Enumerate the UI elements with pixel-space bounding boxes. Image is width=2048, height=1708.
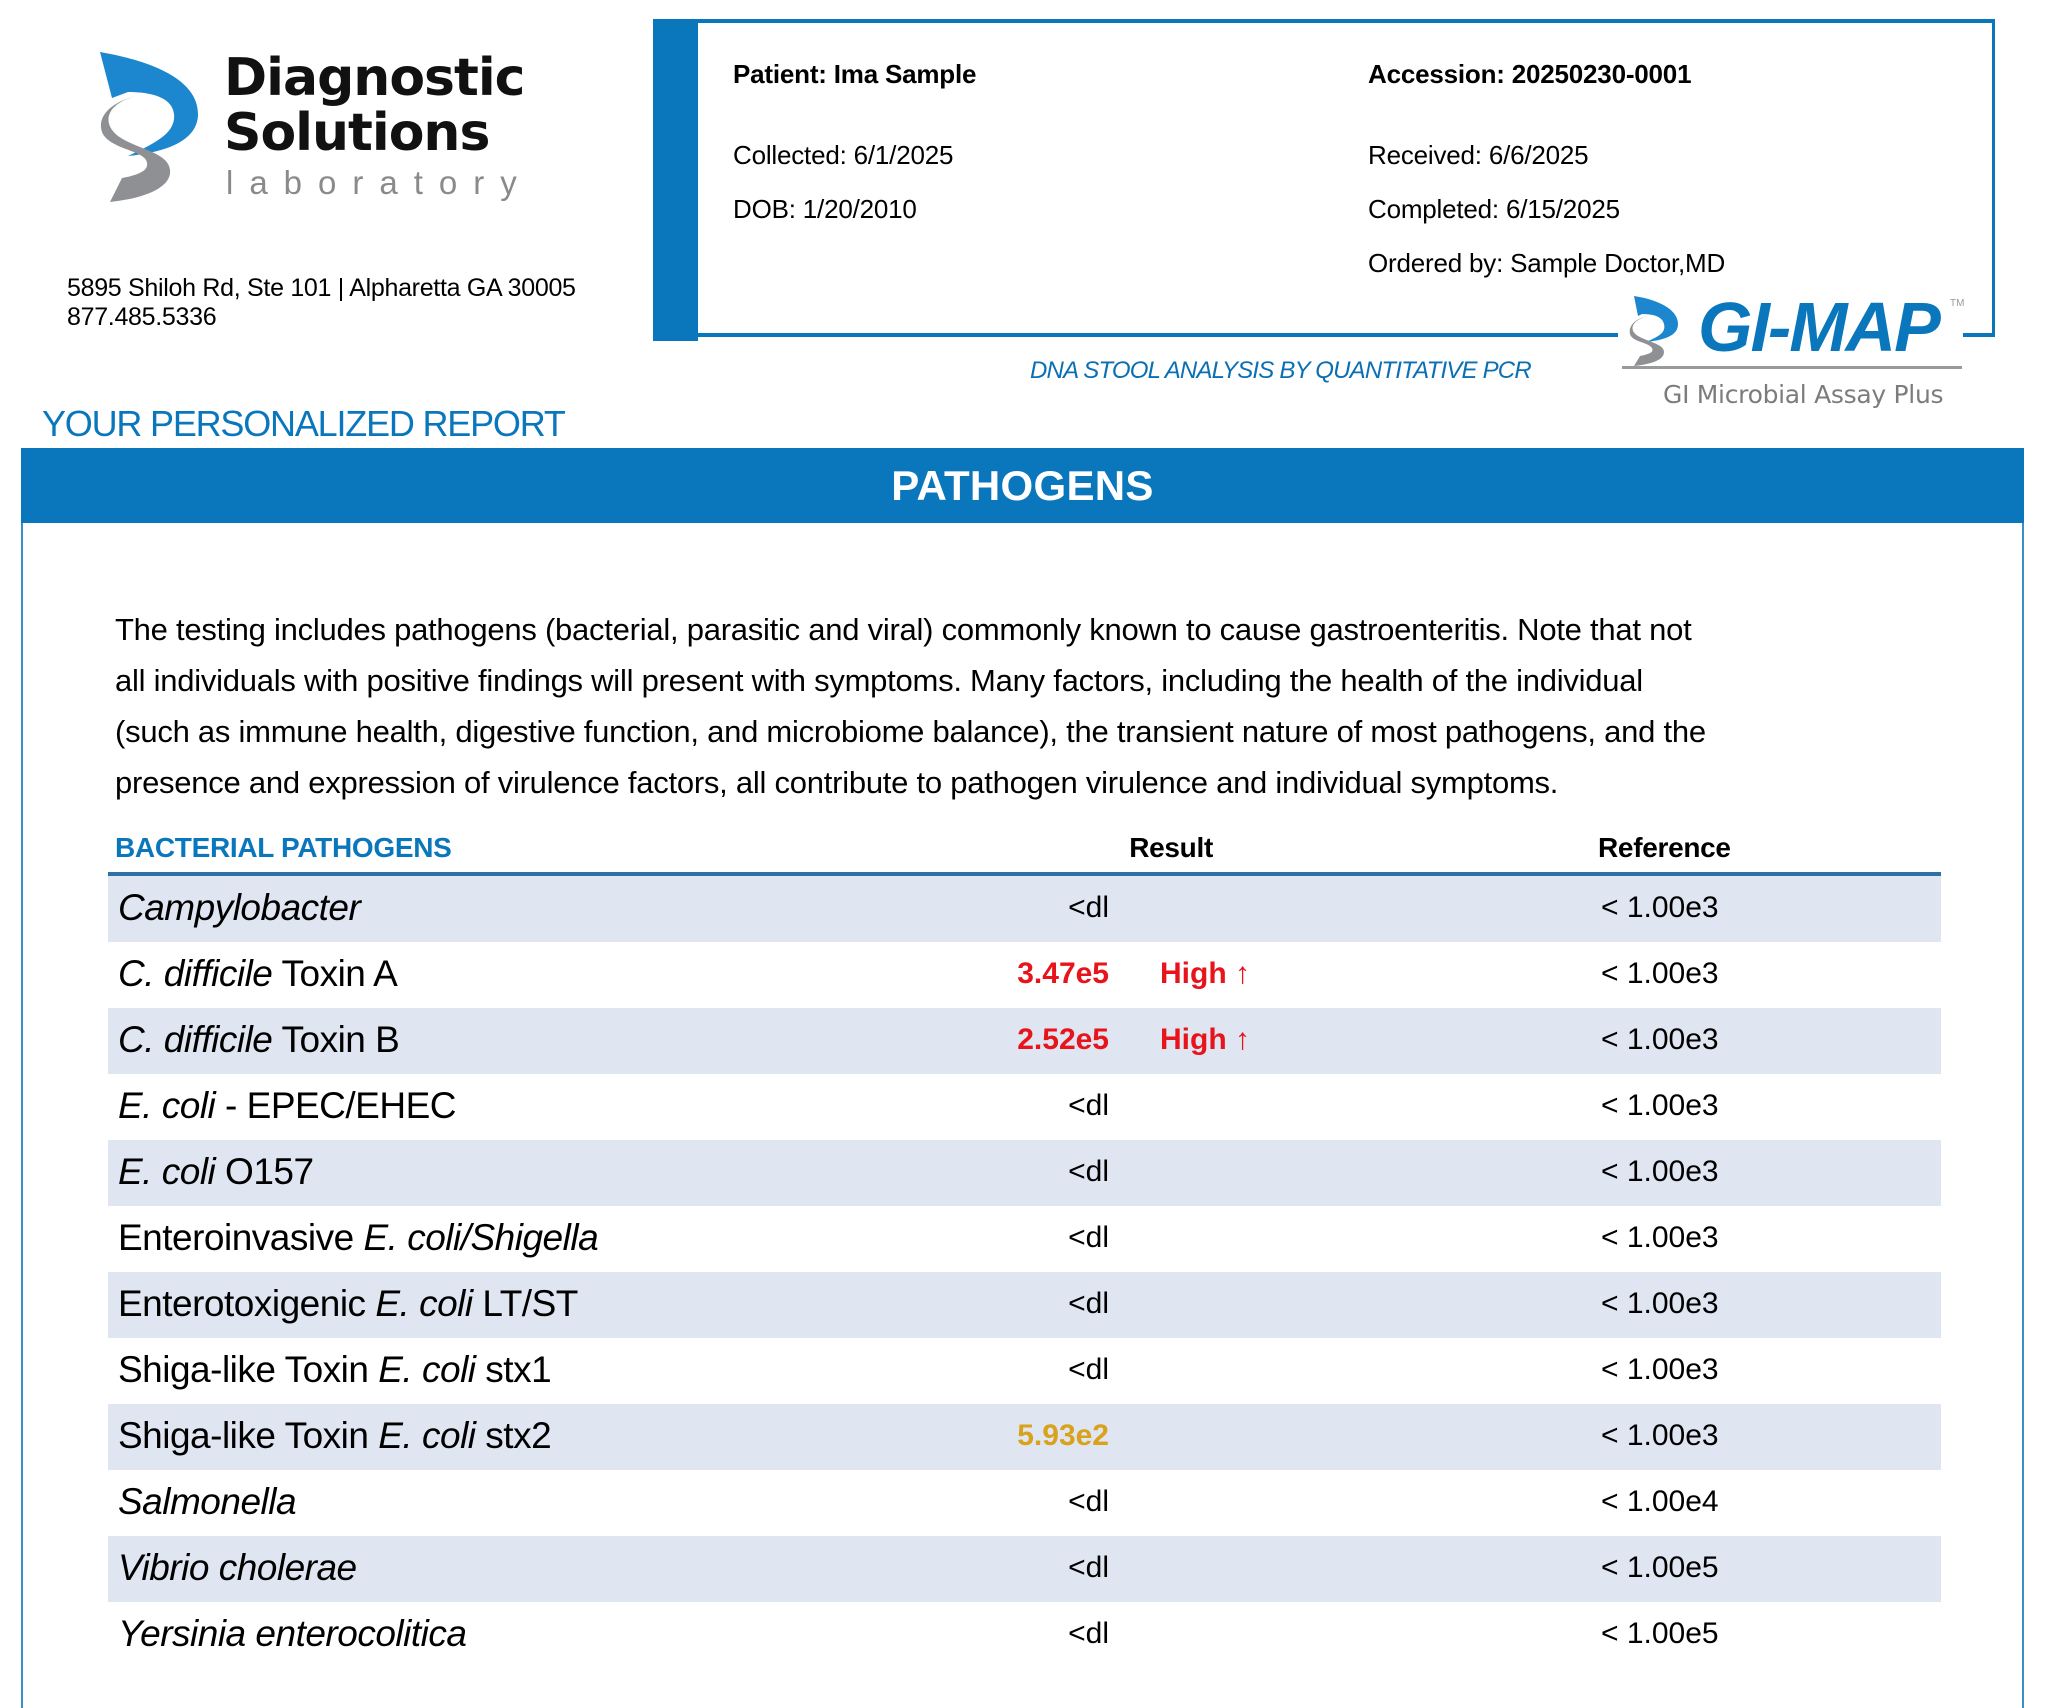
result-value: 5.93e2 <box>1017 1419 1109 1452</box>
section-banner <box>21 448 2024 523</box>
result-value: <dl <box>1068 891 1109 924</box>
pathogen-name-text: Enteroinvasive <box>118 1217 364 1258</box>
pathogen-name <box>118 1404 551 1470</box>
report-title: YOUR PERSONALIZED REPORT <box>42 403 565 444</box>
reference-range: < 1.00e3 <box>1601 1419 1719 1452</box>
intro-line: presence and expression of virulence factors, all contribute to pathogen virulence and individual symptoms. <box>115 765 1559 800</box>
accession-number: Accession: 20250230-0001 <box>1368 59 1692 89</box>
result-value: <dl <box>1068 1551 1109 1584</box>
dob: DOB: 1/20/2010 <box>733 194 917 224</box>
table-row <box>108 1272 1941 1338</box>
gi-map-wordmark: GI-MAP <box>1698 288 1939 366</box>
table-row <box>108 1602 1941 1668</box>
pathogen-name-text: stx1 <box>475 1349 552 1390</box>
result-value: 2.52e5 <box>1017 1023 1109 1056</box>
pathogen-name-text: stx2 <box>475 1415 552 1456</box>
reference-range: < 1.00e3 <box>1601 1287 1719 1320</box>
result-value: <dl <box>1068 1089 1109 1122</box>
gi-map-logo <box>1618 288 1963 418</box>
pathogen-name-italic: E. coli <box>375 1283 473 1324</box>
collected-date: Collected: 6/1/2025 <box>733 140 954 170</box>
gi-map-mark-icon <box>1628 296 1690 366</box>
pathogen-name-italic: E. coli/Shigella <box>363 1217 599 1258</box>
pathogen-name-italic: Vibrio cholerae <box>118 1547 357 1588</box>
reference-range: < 1.00e3 <box>1601 1353 1719 1386</box>
pathogen-name-italic: Yersinia enterocolitica <box>118 1613 467 1654</box>
pathogen-name <box>118 1470 296 1536</box>
intro-paragraph <box>115 604 1975 808</box>
reference-range: < 1.00e3 <box>1601 957 1719 990</box>
table-row <box>108 1470 1941 1536</box>
result-value: <dl <box>1068 1353 1109 1386</box>
pathogen-name-italic: Campylobacter <box>118 887 361 928</box>
table-row <box>108 1536 1941 1602</box>
pathogen-name-text: Shiga-like Toxin <box>118 1349 379 1390</box>
patient-name: Patient: Ima Sample <box>733 59 977 89</box>
reference-range: < 1.00e3 <box>1601 1089 1719 1122</box>
pathogen-name <box>118 1272 578 1338</box>
reference-range: < 1.00e3 <box>1601 1155 1719 1188</box>
result-value: <dl <box>1068 1617 1109 1650</box>
pathogen-name-italic: E. coli <box>378 1415 476 1456</box>
pathogen-name-italic: C. difficile <box>118 953 273 994</box>
table-row <box>108 1074 1941 1140</box>
reference-range: < 1.00e3 <box>1601 891 1719 924</box>
lab-name-line-3: laboratory <box>226 164 533 201</box>
pathogen-name <box>118 942 397 1008</box>
pathogen-name-text: O157 <box>215 1151 314 1192</box>
intro-line: all individuals with positive findings will present with symptoms. Many factors, including the health of the individual <box>115 663 1643 698</box>
table-row <box>108 1206 1941 1272</box>
gi-map-divider <box>1622 366 1962 369</box>
gi-map-tagline: GI Microbial Assay Plus <box>1663 380 1944 409</box>
reference-range: < 1.00e5 <box>1601 1617 1719 1650</box>
table-row <box>108 942 1941 1008</box>
intro-line: (such as immune health, digestive function, and microbiome balance), the transient nature of most pathogens, and the <box>115 714 1706 749</box>
result-header: Result <box>1129 832 1213 863</box>
pathogen-name-italic: E. coli <box>378 1349 476 1390</box>
lab-address: 5895 Shiloh Rd, Ste 101 | Alpharetta GA 30005 <box>67 274 576 302</box>
pathogen-name-text: - EPEC/EHEC <box>215 1085 456 1126</box>
lab-contact <box>67 274 576 332</box>
result-value: <dl <box>1068 1485 1109 1518</box>
result-value: <dl <box>1068 1221 1109 1254</box>
lab-phone: 877.485.5336 <box>67 303 217 331</box>
section-label: BACTERIAL PATHOGENS <box>115 832 452 863</box>
pathogen-name-italic: E. coli <box>118 1085 216 1126</box>
result-value: <dl <box>1068 1287 1109 1320</box>
pathogen-name <box>118 1140 314 1206</box>
lab-name-line-2: Solutions <box>224 103 490 163</box>
result-value: <dl <box>1068 1155 1109 1188</box>
ordered-by: Ordered by: Sample Doctor,MD <box>1368 248 1726 278</box>
table-body <box>108 876 1941 1668</box>
bacterial-pathogens-table <box>108 826 1941 1668</box>
pathogen-name-text: Shiga-like Toxin <box>118 1415 379 1456</box>
pathogen-name <box>118 1206 598 1272</box>
high-flag: High ↑ <box>1160 957 1250 990</box>
pathogen-name-text: Toxin B <box>272 1019 400 1060</box>
reference-range: < 1.00e5 <box>1601 1551 1719 1584</box>
trademark: TM <box>1950 298 1965 309</box>
reference-header: Reference <box>1598 832 1731 863</box>
table-row <box>108 1008 1941 1074</box>
received-date: Received: 6/6/2025 <box>1368 140 1589 170</box>
pathogen-name-italic: C. difficile <box>118 1019 273 1060</box>
high-flag: High ↑ <box>1160 1023 1250 1056</box>
reference-range: < 1.00e3 <box>1601 1221 1719 1254</box>
pathogen-name-text: LT/ST <box>472 1283 578 1324</box>
pathogen-name <box>118 1338 551 1404</box>
lab-logo <box>98 48 598 212</box>
reference-range: < 1.00e4 <box>1601 1485 1719 1518</box>
table-header <box>108 826 1941 876</box>
table-row <box>108 1140 1941 1206</box>
pathogen-name <box>118 1602 466 1668</box>
pathogen-name <box>118 876 360 942</box>
lab-logo-mark-icon <box>98 52 208 202</box>
pathogen-name <box>118 1536 357 1602</box>
pathogen-name <box>118 1008 399 1074</box>
info-box-accent-band <box>653 19 698 341</box>
pathogen-name-italic: E. coli <box>118 1151 216 1192</box>
completed-date: Completed: 6/15/2025 <box>1368 194 1620 224</box>
intro-line: The testing includes pathogens (bacterial, parasitic and viral) commonly known to cause gastroenteritis. Note that not <box>115 612 1692 647</box>
result-value: 3.47e5 <box>1017 957 1109 990</box>
table-row <box>108 876 1941 942</box>
section-title: PATHOGENS <box>891 461 1154 509</box>
table-row <box>108 1404 1941 1470</box>
pathogen-name <box>118 1074 456 1140</box>
lab-name-line-1: Diagnostic <box>224 48 525 108</box>
pathogen-name-text: Enterotoxigenic <box>118 1283 376 1324</box>
pathogen-name-italic: Salmonella <box>118 1481 297 1522</box>
report-subtitle: DNA STOOL ANALYSIS BY QUANTITATIVE PCR <box>1030 357 1531 384</box>
table-row <box>108 1338 1941 1404</box>
pathogen-name-text: Toxin A <box>272 953 398 994</box>
reference-range: < 1.00e3 <box>1601 1023 1719 1056</box>
